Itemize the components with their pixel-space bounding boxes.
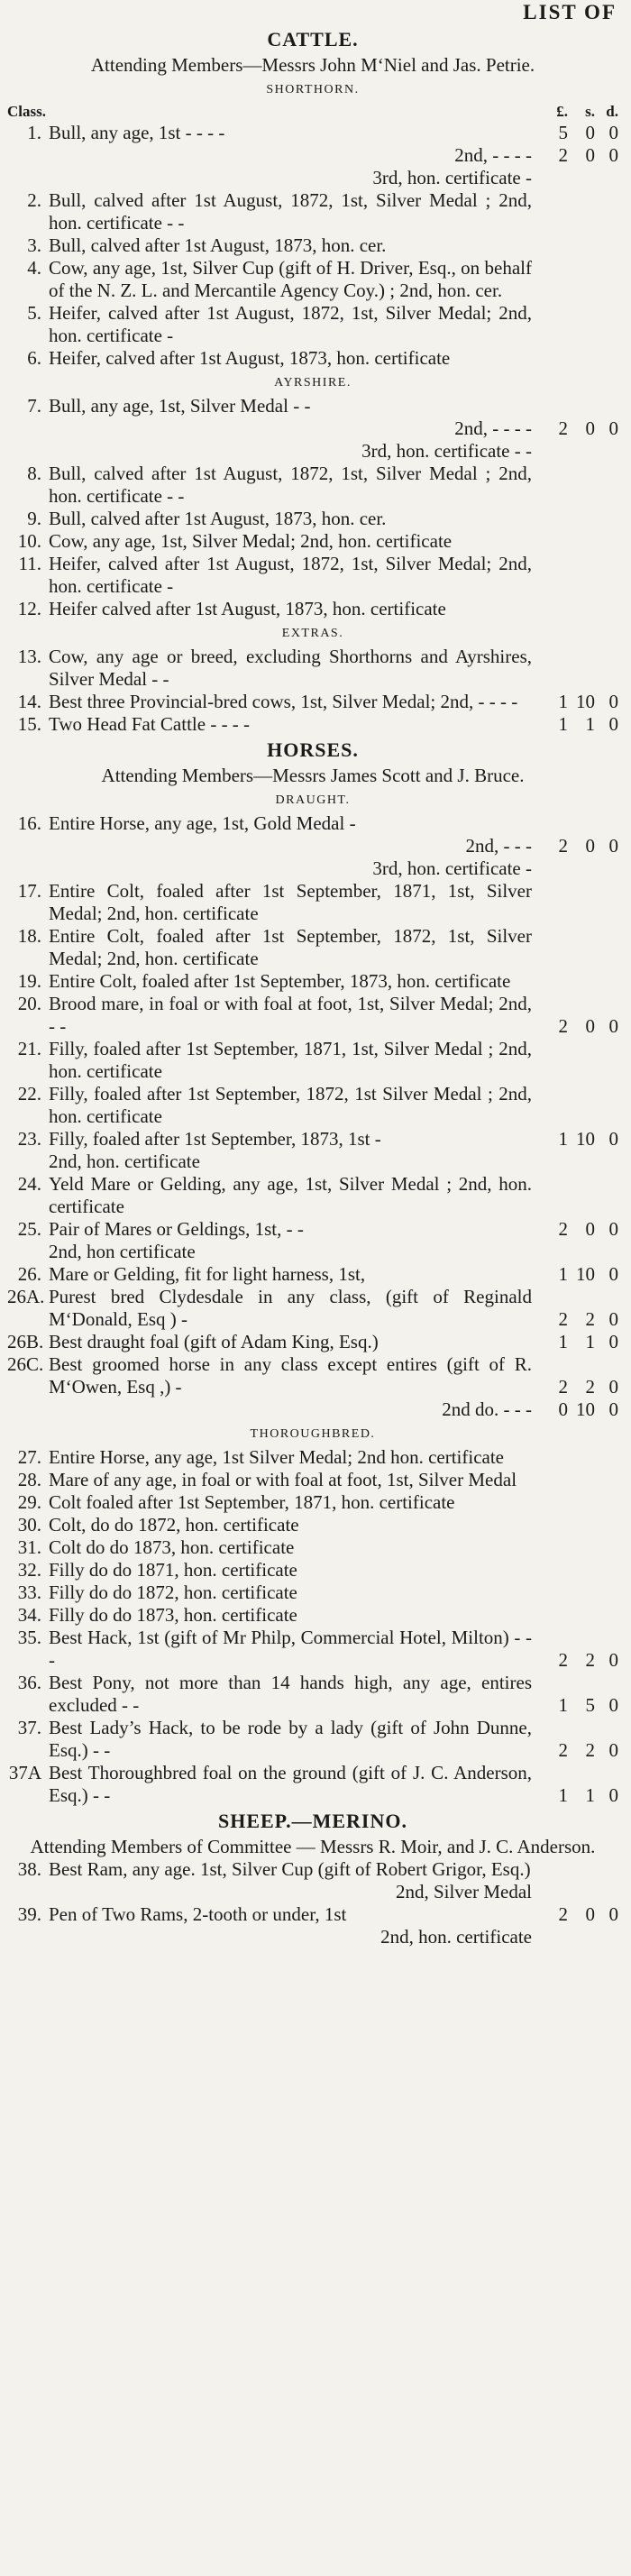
shillings-value: 0 <box>585 122 595 143</box>
class-description: 2nd, hon. certificate <box>49 1150 200 1172</box>
class-description: Colt, do do 1872, hon. certificate <box>49 1514 299 1536</box>
pounds-value: 2 <box>558 1015 568 1037</box>
shillings-value: 5 <box>585 1694 595 1716</box>
thoroughbred-list <box>7 1446 618 1807</box>
prize-amount <box>532 993 618 1038</box>
prize-amount <box>532 1536 618 1559</box>
prize-amount <box>532 1038 618 1083</box>
shillings-value: 10 <box>576 1398 595 1420</box>
class-number: 16. <box>17 812 41 834</box>
prize-amount <box>532 189 618 234</box>
shillings-value: 2 <box>585 1376 595 1398</box>
prize-class-row <box>7 463 618 508</box>
shillings-value: 10 <box>576 1263 595 1285</box>
class-description: Best Thoroughbred foal on the ground (gift of J. C. Anderson, Esq.) - - <box>49 1762 532 1806</box>
prize-class-row <box>7 1536 618 1559</box>
class-number: 27. <box>17 1446 41 1468</box>
class-number: 37. <box>17 1717 41 1738</box>
section-title-horses: HORSES. <box>267 738 359 761</box>
prize-amount <box>532 417 618 440</box>
class-number: 10. <box>17 530 41 552</box>
prize-amount <box>532 713 618 736</box>
class-number: 32. <box>17 1559 41 1581</box>
class-description: Best Pony, not more than 14 hands high, any age, entires excluded - - <box>49 1672 532 1716</box>
shillings-value: 2 <box>585 1649 595 1671</box>
prize-class-row <box>7 880 618 925</box>
class-description: 2nd do. - - - <box>442 1398 532 1420</box>
prize-amount <box>532 302 618 347</box>
prize-amount <box>532 1150 618 1173</box>
shillings-value: 0 <box>585 835 595 857</box>
class-number: 30. <box>17 1514 41 1536</box>
prize-amount <box>532 1398 618 1421</box>
class-description: 3rd, hon. certificate - - <box>361 440 532 462</box>
class-description: Filly, foaled after 1st September, 1872, 1st Silver Medal ; 2nd, hon. certificate <box>49 1083 532 1127</box>
class-description: Bull, calved after 1st August, 1873, hon. cer. <box>49 234 387 256</box>
class-number: 33. <box>17 1581 41 1603</box>
shillings-value: 0 <box>585 144 595 166</box>
pence-value: 0 <box>608 1784 618 1806</box>
prize-class-row <box>7 1926 618 1948</box>
shillings-value: 10 <box>576 691 595 712</box>
class-description: Entire Horse, any age, 1st Silver Medal; 2nd hon. certificate <box>49 1446 505 1468</box>
subsection-ayrshire: AYRSHIRE. <box>274 376 352 390</box>
class-description: Two Head Fat Cattle - - - - <box>49 713 251 735</box>
class-number: 26C. <box>7 1353 44 1375</box>
sheep-list <box>7 1858 618 1948</box>
prize-class-row <box>7 1717 618 1762</box>
prize-class-row <box>7 1218 618 1241</box>
class-description: Pen of Two Rams, 2-tooth or under, 1st <box>49 1903 347 1925</box>
class-description: Bull, calved after 1st August, 1873, hon. cer. <box>49 508 387 529</box>
prize-class-row <box>7 144 618 167</box>
extras-list <box>7 646 618 736</box>
class-description: Heifer, calved after 1st August, 1873, hon. certificate <box>49 347 451 369</box>
ayrshire-list <box>7 395 618 620</box>
class-number: 13. <box>17 646 41 667</box>
pounds-value: 2 <box>558 1649 568 1671</box>
class-description: Colt do do 1873, hon. certificate <box>49 1536 295 1558</box>
pence-value: 0 <box>608 1903 618 1925</box>
prize-class-row <box>7 835 618 857</box>
pounds-value: 1 <box>558 1331 568 1352</box>
class-description: Best three Provincial-bred cows, 1st, Silver Medal; 2nd, - - - - <box>49 691 518 712</box>
class-description: Bull, calved after 1st August, 1872, 1st, Silver Medal ; 2nd, hon. certificate - - <box>49 189 532 234</box>
shillings-value: 10 <box>576 1128 595 1150</box>
prize-class-row <box>7 1514 618 1536</box>
prize-amount <box>532 347 618 370</box>
class-number: 23. <box>17 1128 41 1150</box>
prize-amount <box>532 1762 618 1807</box>
pounds-value: 2 <box>558 417 568 439</box>
class-number: 4. <box>27 257 41 279</box>
prize-class-row <box>7 553 618 598</box>
running-head: LIST OF <box>523 1 617 23</box>
prize-class-row <box>7 857 618 880</box>
prize-amount <box>532 835 618 857</box>
class-description: Heifer, calved after 1st August, 1872, 1st, Silver Medal; 2nd, hon. certificate - <box>49 553 532 597</box>
prize-class-row <box>7 1604 618 1627</box>
prize-class-row <box>7 302 618 347</box>
prize-amount <box>532 1903 618 1926</box>
prize-amount <box>532 1446 618 1469</box>
class-description: Bull, any age, 1st, Silver Medal - - <box>49 395 311 417</box>
pounds-value: 2 <box>558 144 568 166</box>
class-description: Cow, any age, 1st, Silver Medal; 2nd, hon. certificate <box>49 530 453 552</box>
class-number: 28. <box>17 1469 41 1490</box>
prize-class-row <box>7 1469 618 1491</box>
class-number: 35. <box>17 1627 41 1648</box>
class-description: Filly do do 1871, hon. certificate <box>49 1559 297 1581</box>
class-number: 26B. <box>7 1331 44 1352</box>
class-description: 3rd, hon. certificate - <box>372 167 532 188</box>
class-description: Best groomed horse in any class except entires (gift of R. M‘Owen, Esq ,) - <box>49 1353 532 1398</box>
class-number: 6. <box>27 347 41 369</box>
prize-class-row <box>7 508 618 530</box>
prize-class-row <box>7 189 618 234</box>
class-number: 2. <box>27 189 41 211</box>
pence-value: 0 <box>608 1218 618 1240</box>
subsection-thoroughbred: THOROUGHBRED. <box>250 1427 376 1441</box>
prize-amount <box>532 144 618 167</box>
draught-list <box>7 812 618 1421</box>
class-description: Best Lady’s Hack, to be rode by a lady (gift of John Dunne, Esq.) - - <box>49 1717 532 1761</box>
pounds-value: 1 <box>558 1784 568 1806</box>
class-number: 20. <box>17 993 41 1014</box>
prize-amount <box>532 812 618 835</box>
class-description: Purest bred Clydesdale in any class, (gift of Reginald M‘Donald, Esq ) - <box>49 1286 532 1330</box>
class-number: 31. <box>17 1536 41 1558</box>
subsection-draught: DRAUGHT. <box>275 793 351 807</box>
shillings-value: 2 <box>585 1739 595 1761</box>
class-description: Entire Colt, foaled after 1st September, 1873, hon. certificate <box>49 970 511 992</box>
pence-value: 0 <box>608 1128 618 1150</box>
prize-class-row <box>7 395 618 417</box>
class-description: Best Hack, 1st (gift of Mr Philp, Commercial Hotel, Milton) - - - <box>49 1627 532 1671</box>
pence-value: 0 <box>608 835 618 857</box>
class-number: 14. <box>17 691 41 712</box>
prize-class-row <box>7 1150 618 1173</box>
prize-amount <box>532 880 618 925</box>
class-number: 19. <box>17 970 41 992</box>
prize-class-row <box>7 347 618 370</box>
class-description: 2nd, - - - <box>465 835 532 857</box>
pence-value: 0 <box>608 144 618 166</box>
attending-members-cattle: Attending Members—Messrs John M‘Niel and Jas. Petrie. <box>90 54 535 76</box>
prize-amount <box>532 553 618 598</box>
shorthorn-list <box>7 122 618 370</box>
class-number: 7. <box>27 395 41 417</box>
prize-class-row <box>7 1491 618 1514</box>
pence-value: 0 <box>608 1376 618 1398</box>
prize-class-row <box>7 646 618 691</box>
prize-amount <box>532 1491 618 1514</box>
prize-amount <box>532 1353 618 1398</box>
class-number: 34. <box>17 1604 41 1626</box>
prize-amount <box>532 1469 618 1491</box>
class-description: 2nd, hon certificate <box>49 1241 196 1262</box>
prize-amount <box>532 1128 618 1150</box>
class-description: Heifer calved after 1st August, 1873, hon. certificate <box>49 598 446 619</box>
prize-amount <box>532 646 618 691</box>
prize-amount <box>532 1604 618 1627</box>
prize-amount <box>532 1218 618 1241</box>
prize-amount <box>532 691 618 713</box>
pence-value: 0 <box>608 1739 618 1761</box>
class-number: 38. <box>17 1858 41 1880</box>
class-description: Best draught foal (gift of Adam King, Esq.) <box>49 1331 379 1352</box>
pence-value: 0 <box>608 1015 618 1037</box>
prize-class-row <box>7 440 618 463</box>
class-description: Pair of Mares or Geldings, 1st, - - <box>49 1218 304 1240</box>
prize-amount <box>532 1514 618 1536</box>
class-description: Entire Colt, foaled after 1st September, 1872, 1st, Silver Medal; 2nd, hon. certificate <box>49 925 532 969</box>
class-number: 26. <box>17 1263 41 1285</box>
pence-value: 0 <box>608 1331 618 1352</box>
prize-amount <box>532 1263 618 1286</box>
class-description: Cow, any age or breed, excluding Shorthorns and Ayrshires, Silver Medal - - <box>49 646 532 690</box>
section-title-cattle: CATTLE. <box>267 28 359 50</box>
prize-amount <box>532 234 618 257</box>
prize-amount <box>532 1881 618 1903</box>
class-description: 2nd, - - - - <box>454 417 532 439</box>
pounds-value: 2 <box>558 1903 568 1925</box>
shillings-value: 0 <box>585 1015 595 1037</box>
prize-amount <box>532 530 618 553</box>
class-description: Bull, calved after 1st August, 1872, 1st, Silver Medal ; 2nd, hon. certificate - - <box>49 463 532 507</box>
prize-amount <box>532 1241 618 1263</box>
class-number: 17. <box>17 880 41 902</box>
prize-class-row <box>7 1858 618 1881</box>
prize-class-row <box>7 257 618 302</box>
attending-members-horses: Attending Members—Messrs James Scott and J. Bruce. <box>101 765 525 786</box>
shillings-header: s. <box>585 103 595 120</box>
class-description: Entire Horse, any age, 1st, Gold Medal - <box>49 812 356 834</box>
class-number: 29. <box>17 1491 41 1513</box>
subsection-shorthorn: SHORTHORN. <box>266 83 360 96</box>
pence-value: 0 <box>608 691 618 712</box>
pence-value: 0 <box>608 1308 618 1330</box>
prize-amount <box>532 395 618 417</box>
class-number: 11. <box>18 553 41 574</box>
prize-amount <box>532 1331 618 1353</box>
class-description: 2nd, Silver Medal <box>395 1881 532 1902</box>
prize-class-row <box>7 530 618 553</box>
prize-class-row <box>7 1903 618 1926</box>
class-description: Filly do do 1872, hon. certificate <box>49 1581 297 1603</box>
class-number: 9. <box>27 508 41 529</box>
class-description: Filly, foaled after 1st September, 1871, 1st, Silver Medal ; 2nd, hon. certificate <box>49 1038 532 1082</box>
prize-class-row <box>7 1881 618 1903</box>
prize-amount <box>532 857 618 880</box>
pounds-value: 2 <box>558 1739 568 1761</box>
prize-class-row <box>7 691 618 713</box>
prize-class-row <box>7 1398 618 1421</box>
prize-amount <box>532 463 618 508</box>
pounds-value: 2 <box>558 1218 568 1240</box>
pence-header: d. <box>606 103 618 120</box>
class-description: Colt foaled after 1st September, 1871, hon. certificate <box>49 1491 455 1513</box>
class-number: 22. <box>17 1083 41 1105</box>
prize-class-row <box>7 598 618 620</box>
class-description: Filly do do 1873, hon. certificate <box>49 1604 297 1626</box>
attending-members-sheep: Attending Members of Committee — Messrs R. Moir, and J. C. Anderson. <box>30 1836 596 1857</box>
class-description: Brood mare, in foal or with foal at foot, 1st, Silver Medal; 2nd, - - <box>49 993 532 1037</box>
prize-class-row <box>7 167 618 189</box>
pounds-value: 0 <box>558 1398 568 1420</box>
prize-amount <box>532 440 618 463</box>
class-description: 2nd, - - - - <box>454 144 532 166</box>
prize-class-row <box>7 1331 618 1353</box>
prize-amount <box>532 1672 618 1717</box>
prize-class-row <box>7 234 618 257</box>
prize-class-row <box>7 1173 618 1218</box>
pence-value: 0 <box>608 122 618 143</box>
prize-class-row <box>7 417 618 440</box>
section-title-sheep: SHEEP.—MERINO. <box>217 1810 407 1832</box>
prize-class-row <box>7 1627 618 1672</box>
prize-amount <box>532 1559 618 1581</box>
class-description: Yeld Mare or Gelding, any age, 1st, Silver Medal ; 2nd, hon. certificate <box>49 1173 532 1217</box>
class-description: Bull, any age, 1st - - - - <box>49 122 225 143</box>
shillings-value: 1 <box>585 1784 595 1806</box>
class-number: 37A <box>8 1762 41 1783</box>
prize-amount <box>532 1717 618 1762</box>
pounds-value: 1 <box>558 1263 568 1285</box>
class-description: Heifer, calved after 1st August, 1872, 1st, Silver Medal; 2nd, hon. certificate - <box>49 302 532 346</box>
pence-value: 0 <box>608 1398 618 1420</box>
prize-amount <box>532 598 618 620</box>
prize-class-row <box>7 1286 618 1331</box>
pence-value: 0 <box>608 1649 618 1671</box>
shillings-value: 0 <box>585 1903 595 1925</box>
class-description: Filly, foaled after 1st September, 1873, 1st - <box>49 1128 381 1150</box>
pounds-value: 1 <box>558 691 568 712</box>
class-number: 18. <box>17 925 41 947</box>
class-number: 3. <box>27 234 41 256</box>
prize-amount <box>532 257 618 302</box>
class-description: 2nd, hon. certificate <box>380 1926 532 1948</box>
class-number: 12. <box>17 598 41 619</box>
prize-amount <box>532 970 618 993</box>
prize-class-row <box>7 1241 618 1263</box>
class-number: 15. <box>17 713 41 735</box>
prize-class-row <box>7 1672 618 1717</box>
prize-amount <box>532 508 618 530</box>
pounds-value: 2 <box>558 1376 568 1398</box>
pounds-value: 2 <box>558 1308 568 1330</box>
class-description: Best Ram, any age. 1st, Silver Cup (gift of Robert Grigor, Esq.) <box>49 1858 531 1880</box>
pounds-value: 1 <box>558 713 568 735</box>
prize-class-row <box>7 1446 618 1469</box>
prize-class-row <box>7 1263 618 1286</box>
pounds-value: 2 <box>558 835 568 857</box>
class-column-header <box>7 102 618 122</box>
class-number: 26A. <box>7 1286 45 1307</box>
prize-amount <box>532 1581 618 1604</box>
class-number: 8. <box>27 463 41 484</box>
prize-class-row <box>7 1762 618 1807</box>
class-label: Class. <box>7 103 46 120</box>
class-number: 24. <box>17 1173 41 1195</box>
pence-value: 0 <box>608 713 618 735</box>
prize-amount <box>532 1083 618 1128</box>
prize-amount <box>532 122 618 144</box>
class-description: Cow, any age, 1st, Silver Cup (gift of H. Driver, Esq., on behalf of the N. Z. L. and Mercantile Agency Coy.) ; 2nd, hon. cer. <box>49 257 532 301</box>
prize-class-row <box>7 812 618 835</box>
prize-class-row <box>7 993 618 1038</box>
shillings-value: 0 <box>585 417 595 439</box>
class-number: 25. <box>17 1218 41 1240</box>
pounds-value: 1 <box>558 1694 568 1716</box>
class-description: Mare or Gelding, fit for light harness, 1st, <box>49 1263 366 1285</box>
class-description: Mare of any age, in foal or with foal at foot, 1st, Silver Medal <box>49 1469 517 1490</box>
prize-class-row <box>7 1083 618 1128</box>
prize-amount <box>532 1926 618 1948</box>
prize-class-row <box>7 1038 618 1083</box>
pence-value: 0 <box>608 1694 618 1716</box>
shillings-value: 2 <box>585 1308 595 1330</box>
prize-amount <box>532 1627 618 1672</box>
class-number: 39. <box>17 1903 41 1925</box>
prize-class-row <box>7 122 618 144</box>
prize-amount <box>532 1286 618 1331</box>
prize-class-row <box>7 970 618 993</box>
class-description: 3rd, hon. certificate - <box>372 857 532 879</box>
prize-amount <box>532 1173 618 1218</box>
prize-class-row <box>7 1559 618 1581</box>
prize-class-row <box>7 1128 618 1150</box>
subsection-extras: EXTRAS. <box>281 627 344 640</box>
prize-class-row <box>7 713 618 736</box>
class-number: 1. <box>27 122 41 143</box>
pence-value: 0 <box>608 417 618 439</box>
pounds-value: 1 <box>558 1128 568 1150</box>
shillings-value: 0 <box>585 1218 595 1240</box>
shillings-value: 1 <box>585 1331 595 1352</box>
prize-class-row <box>7 1581 618 1604</box>
shillings-value: 1 <box>585 713 595 735</box>
prize-class-row <box>7 1353 618 1398</box>
prize-amount <box>532 167 618 189</box>
class-number: 5. <box>27 302 41 324</box>
pounds-header: £. <box>556 103 568 120</box>
class-number: 21. <box>17 1038 41 1059</box>
pounds-value: 5 <box>558 122 568 143</box>
pence-value: 0 <box>608 1263 618 1285</box>
prize-class-row <box>7 925 618 970</box>
class-description: Entire Colt, foaled after 1st September, 1871, 1st, Silver Medal; 2nd, hon. certificate <box>49 880 532 924</box>
prize-amount <box>532 1858 618 1881</box>
prize-amount <box>532 925 618 970</box>
class-number: 36. <box>17 1672 41 1693</box>
